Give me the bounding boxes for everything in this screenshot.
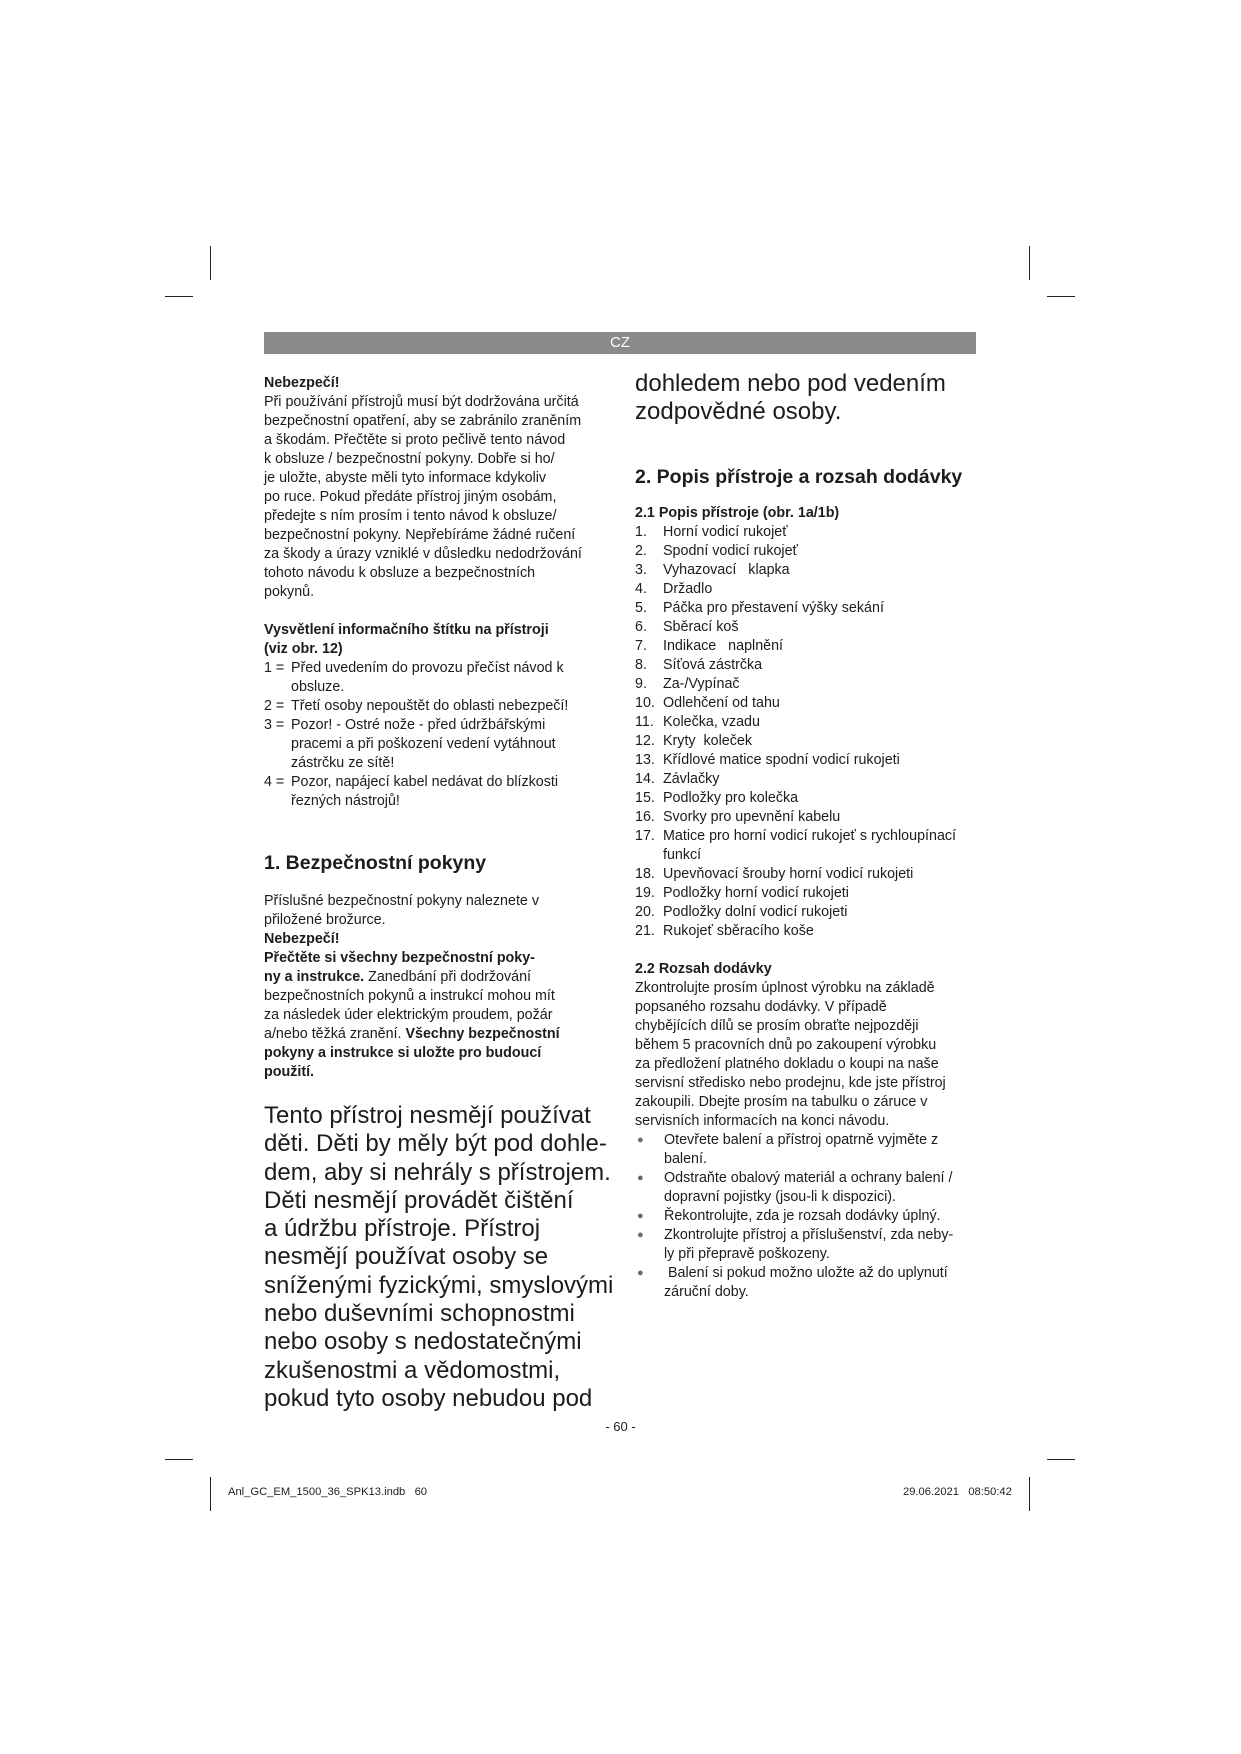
unpacking-steps-list: [635, 1131, 980, 1302]
text-line: za škody a úrazy vzniklé v důsledku nedodržování: [264, 546, 582, 562]
text-line: tohoto návodu k obsluze a bezpečnostních: [264, 565, 536, 581]
text-line: Matice pro horní vodicí rukojeť s rychloupínací: [663, 827, 957, 844]
regular-text: Zanedbání při dodržování: [364, 969, 532, 985]
item-number: 4.: [635, 580, 647, 597]
text-line: funkcí: [663, 846, 702, 863]
item-text: Vyhazovací klapka: [663, 561, 790, 578]
text-line: pokyny a instrukce si uložte pro budoucí: [264, 1045, 542, 1061]
crop-mark-bottom-right-vertical: [1029, 1477, 1030, 1511]
bullet-dot-icon: ●: [637, 1171, 644, 1184]
text-line: přiložené brožurce.: [264, 912, 386, 928]
list-item: [635, 656, 980, 675]
list-item: [635, 1226, 980, 1264]
parts-list: [635, 523, 980, 941]
item-number: 3 =: [264, 717, 285, 733]
text-line: Tento přístroj nesmějí používat: [264, 1102, 591, 1129]
text-line: po ruce. Pokud předáte přístroj jiným osobám,: [264, 489, 557, 505]
item-number: 20.: [635, 903, 655, 920]
text-line: dohledem nebo pod vedením: [635, 370, 946, 397]
crop-mark-bottom-right-horizontal: [1047, 1459, 1075, 1460]
text-line: Balení si pokud možno uložte až do uplynutí: [664, 1264, 948, 1281]
bold-text: Všechny bezpečnostní: [401, 1026, 560, 1042]
section-2-heading: 2. Popis přístroje a rozsah dodávky: [635, 465, 963, 488]
text-line: za následek úder elektrickým proudem, požár: [264, 1007, 553, 1023]
left-column: [264, 374, 616, 1413]
text-line: k obsluze / bezpečnostní pokyny. Dobře si ho/: [264, 451, 555, 467]
item-number: 5.: [635, 599, 647, 616]
list-item: [635, 599, 980, 618]
section-1-heading: 1. Bezpečnostní pokyny: [264, 852, 487, 874]
list-item: [635, 732, 980, 751]
item-text: Podložky horní vodicí rukojeti: [663, 884, 849, 901]
text-line: ly při přepravě poškozeny.: [664, 1245, 830, 1262]
text-line: (viz obr. 12): [264, 641, 343, 657]
item-number: 19.: [635, 884, 655, 901]
item-number: 14.: [635, 770, 655, 787]
item-text: Sběrací koš: [663, 618, 739, 635]
bullet-dot-icon: ●: [637, 1228, 644, 1241]
item-text: Indikace naplnění: [663, 637, 784, 654]
list-item: [264, 716, 616, 773]
text-line: Příslušné bezpečnostní pokyny naleznete v: [264, 893, 539, 909]
warning-text: [264, 393, 616, 602]
bullet-dot-icon: ●: [637, 1266, 644, 1279]
item-number: 1 =: [264, 660, 285, 676]
item-number: 18.: [635, 865, 655, 882]
crop-mark-top-right-horizontal: [1047, 296, 1075, 297]
item-number: 2.: [635, 542, 647, 559]
item-number: 1.: [635, 523, 647, 540]
list-item: [635, 713, 980, 732]
list-item: [635, 542, 980, 561]
text-line: zástrčku ze sítě!: [291, 755, 395, 771]
text-line: Pozor! - Ostré nože - před údržbářskými: [291, 717, 546, 733]
item-text: Křídlové matice spodní vodicí rukojeti: [663, 751, 900, 768]
item-number: 6.: [635, 618, 647, 635]
text-line: předejte s ním prosím i tento návod k obsluze/: [264, 508, 557, 524]
item-text: Páčka pro přestavení výšky sekání: [663, 599, 884, 616]
item-number: 17.: [635, 827, 655, 844]
text-line: a škodám. Přečtěte si proto pečlivě tento návod: [264, 432, 566, 448]
list-item: [635, 618, 980, 637]
item-text: Závlačky: [663, 770, 720, 787]
list-item: [635, 637, 980, 656]
item-number: 15.: [635, 789, 655, 806]
section-1-intro: [264, 892, 616, 930]
item-number: 2 =: [264, 698, 285, 714]
list-item: [635, 694, 980, 713]
warning-title: Nebezpečí!: [264, 375, 340, 391]
text-line: Otevřete balení a přístroj opatrně vyjměte z: [664, 1131, 939, 1148]
text-line: pokud tyto osoby nebudou pod: [264, 1384, 593, 1412]
subsection-2-1-heading: 2.1 Popis přístroje (obr. 1a/1b): [635, 504, 840, 521]
list-item: [635, 751, 980, 770]
children-warning-large-text: [264, 1102, 616, 1413]
text-line: [264, 968, 616, 987]
item-text: Svorky pro upevnění kabelu: [663, 808, 841, 825]
item-number: 12.: [635, 732, 655, 749]
text-line: Zkontrolujte prosím úplnost výrobku na základě: [635, 979, 935, 996]
list-item: [635, 922, 980, 941]
text-line: Vysvětlení informačního štítku na přístroji: [264, 622, 549, 638]
scope-of-delivery-text: [635, 979, 980, 1131]
crop-mark-top-left-vertical: [210, 246, 211, 280]
section-1-danger: Nebezpečí!: [264, 931, 340, 947]
text-line: je uložte, abyste měli tyto informace kdykoliv: [264, 470, 547, 486]
item-text: Kolečka, vzadu: [663, 713, 760, 730]
text-line: servisní středisko nebo prodejnu, kde jste přístroj: [635, 1074, 946, 1091]
text-line: popsaného rozsahu dodávky. V případě: [635, 998, 887, 1015]
list-item: [635, 808, 980, 827]
text-line: za předložení platného dokladu o koupi na naše: [635, 1055, 939, 1072]
page-number: - 60 -: [605, 1419, 636, 1434]
item-text: Horní vodicí rukojeť: [663, 523, 788, 540]
section-1-paragraph: [264, 949, 616, 1082]
text-line: dem, aby si nehrály s přístrojem.: [264, 1158, 611, 1186]
item-number: 13.: [635, 751, 655, 768]
bullet-dot-icon: ●: [637, 1133, 644, 1146]
text-line: Třetí osoby nepouštět do oblasti nebezpečí!: [291, 698, 569, 714]
text-line: pracemi a při poškození vedení vytáhnout: [291, 736, 556, 752]
text-line: pokynů.: [264, 584, 315, 600]
text-line: Před uvedením do provozu přečíst návod k: [291, 660, 564, 676]
text-line: servisních informacích na konci návodu.: [635, 1112, 890, 1129]
list-item: [635, 770, 980, 789]
list-item: [635, 903, 980, 922]
text-line: a údržbu přístroje. Přístroj: [264, 1215, 541, 1243]
right-column: [635, 370, 980, 1302]
item-text: Držadlo: [663, 580, 713, 597]
list-item: [264, 697, 616, 716]
text-line: Řekontrolujte, zda je rozsah dodávky úplný.: [664, 1207, 941, 1224]
item-text: Podložky pro kolečka: [663, 789, 799, 806]
crop-mark-bottom-left-horizontal: [165, 1459, 193, 1460]
text-line: balení.: [664, 1150, 707, 1167]
item-text: Kryty koleček: [663, 732, 752, 749]
list-item: [635, 580, 980, 599]
text-line: bezpečnostních pokynů a instrukcí mohou mít: [264, 988, 555, 1004]
text-line: nesmějí používat osoby se: [264, 1243, 549, 1271]
bullet-dot-icon: ●: [637, 1209, 644, 1222]
crop-mark-top-left-horizontal: [165, 296, 193, 297]
list-item: [264, 659, 616, 697]
item-number: 7.: [635, 637, 647, 654]
text-line: bezpečnostní opatření, aby se zabránilo zraněním: [264, 413, 582, 429]
list-item: [635, 865, 980, 884]
text-line: Děti nesmějí provádět čištění: [264, 1186, 574, 1214]
subsection-2-2-heading: 2.2 Rozsah dodávky: [635, 960, 772, 977]
text-line: záruční doby.: [664, 1283, 749, 1300]
label-explanation-title: [264, 621, 616, 659]
text-line: Pozor, napájecí kabel nedávat do blízkosti: [291, 774, 559, 790]
item-text: Spodní vodicí rukojeť: [663, 542, 798, 559]
list-item: [635, 789, 980, 808]
children-warning-large-text-continued: [635, 370, 980, 427]
item-number: 11.: [635, 713, 654, 730]
item-number: 21.: [635, 922, 655, 939]
item-text: Upevňovací šrouby horní vodicí rukojeti: [663, 865, 914, 882]
item-number: 4 =: [264, 774, 285, 790]
text-line: Odstraňte obalový materiál a ochrany balení /: [664, 1169, 953, 1186]
text-line: Zkontrolujte přístroj a příslušenství, zda neby-: [664, 1226, 954, 1243]
text-line: chybějících dílů se prosím obraťte nejpozději: [635, 1017, 919, 1034]
text-line: zkušenostmi a vědomostmi,: [264, 1356, 561, 1384]
print-file-info: Anl_GC_EM_1500_36_SPK13.indb 60: [228, 1486, 428, 1498]
list-item: [635, 523, 980, 542]
list-item: [635, 1207, 980, 1226]
text-line: Při používání přístrojů musí být dodržována určitá: [264, 394, 579, 410]
item-text: Síťová zástrčka: [663, 656, 763, 673]
crop-mark-top-right-vertical: [1029, 246, 1030, 280]
bold-text: ny a instrukce.: [264, 969, 365, 985]
text-line: zodpovědné osoby.: [635, 398, 842, 426]
list-item: [635, 884, 980, 903]
text-line: zakoupili. Dbejte prosím na tabulku o záruce v: [635, 1093, 928, 1110]
item-text: Rukojeť sběracího koše: [663, 922, 814, 939]
text-line: děti. Děti by měly být pod dohle-: [264, 1130, 607, 1158]
list-item: [635, 827, 980, 865]
language-band: CZ: [264, 332, 976, 354]
crop-mark-bottom-left-vertical: [210, 1477, 211, 1511]
list-item: [264, 773, 616, 811]
list-item: [635, 675, 980, 694]
list-item: [635, 1169, 980, 1207]
text-line: obsluze.: [291, 679, 345, 695]
text-line: Přečtěte si všechny bezpečnostní poky-: [264, 950, 535, 966]
item-text: Podložky dolní vodicí rukojeti: [663, 903, 848, 920]
text-line: nebo osoby s nedostatečnými: [264, 1328, 582, 1356]
text-line: během 5 pracovních dnů po zakoupení výrobku: [635, 1036, 937, 1053]
text-line: nebo duševními schopnostmi: [264, 1300, 575, 1328]
text-line: [264, 1025, 616, 1044]
text-line: bezpečnostní pokyny. Nepřebíráme žádné ručení: [264, 527, 576, 543]
list-item: [635, 561, 980, 580]
text-line: použití.: [264, 1064, 315, 1080]
label-legend-list: [264, 659, 616, 811]
text-line: řezných nástrojů!: [291, 793, 400, 809]
item-number: 8.: [635, 656, 647, 673]
text-line: dopravní pojistky (jsou-li k dispozici).: [664, 1188, 897, 1205]
text-line: sníženými fyzickými, smyslovými: [264, 1271, 614, 1299]
item-text: Za-/Vypínač: [663, 675, 740, 692]
item-number: 3.: [635, 561, 647, 578]
list-item: [635, 1264, 980, 1302]
item-text: Odlehčení od tahu: [663, 694, 780, 711]
item-number: 9.: [635, 675, 647, 692]
list-item: [635, 1131, 980, 1169]
item-number: 16.: [635, 808, 655, 825]
item-number: 10.: [635, 694, 655, 711]
print-datetime: 29.06.2021 08:50:42: [903, 1486, 1012, 1498]
regular-text: a/nebo těžká zranění.: [264, 1026, 402, 1042]
